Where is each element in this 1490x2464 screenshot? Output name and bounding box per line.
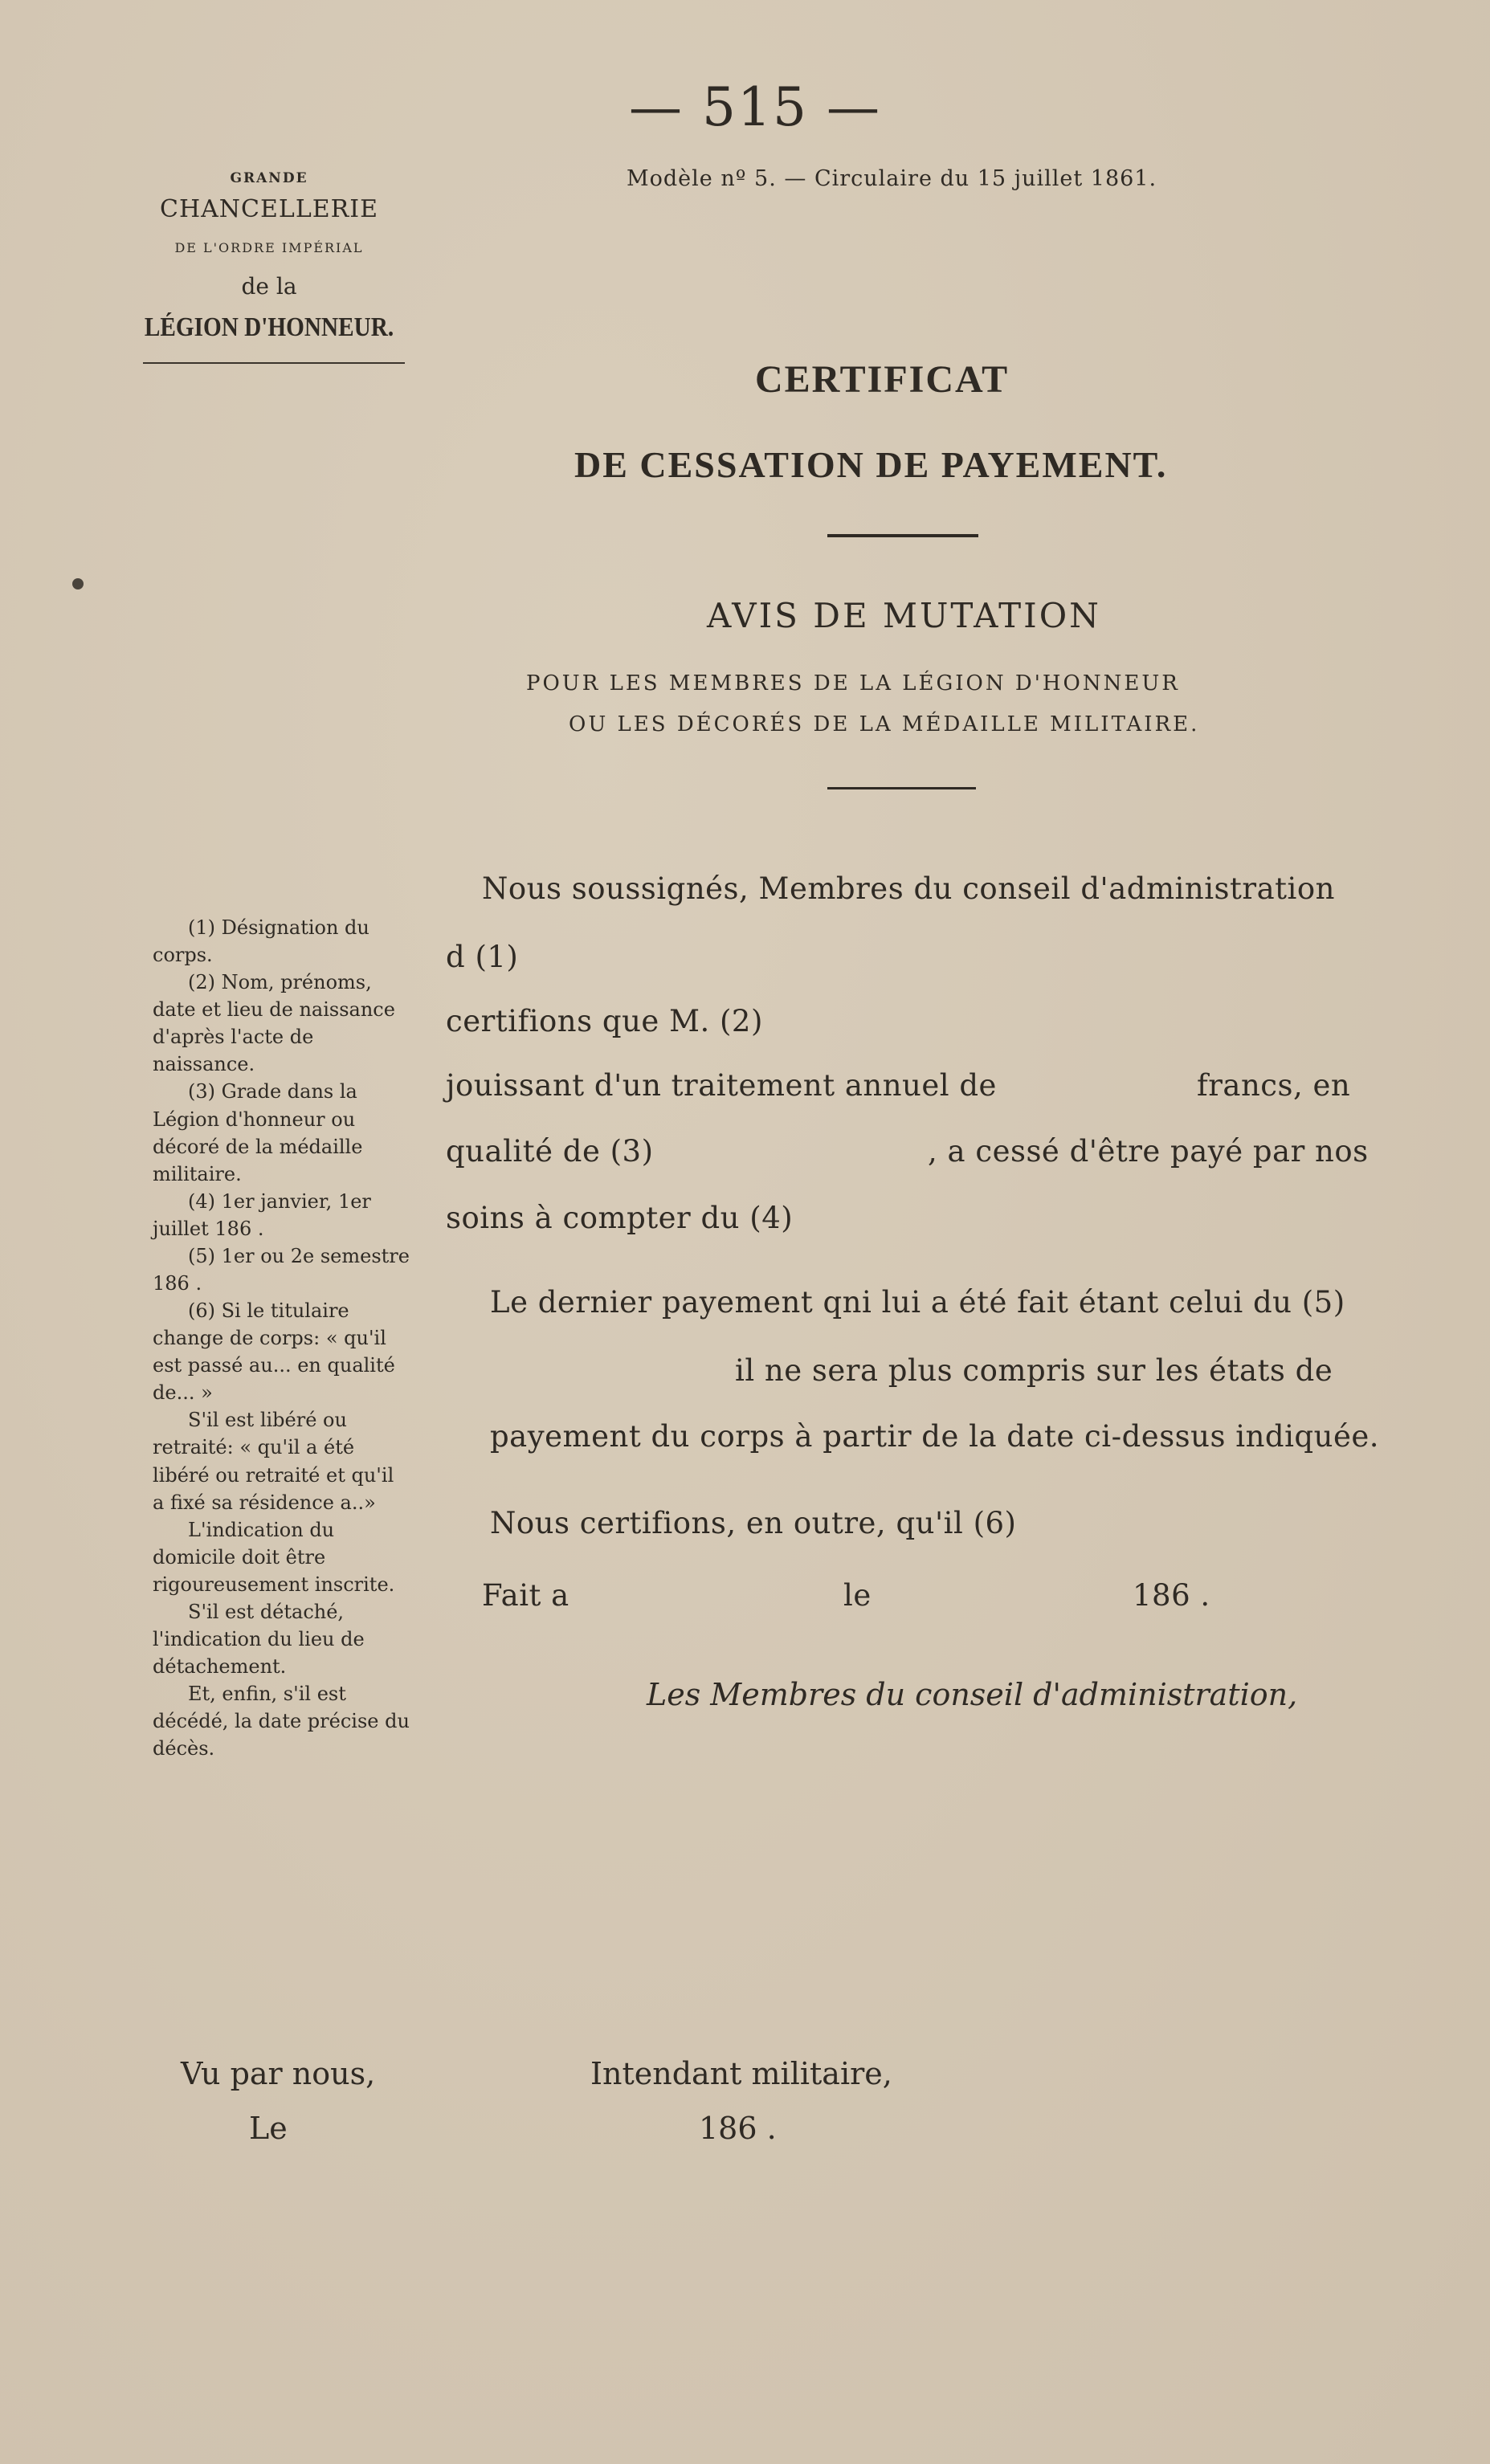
page-number: — 515 — <box>629 76 881 138</box>
issuer-divider <box>143 362 405 364</box>
note-6d: S'il est détaché, l'indication du lieu de détachement. <box>153 1600 365 1679</box>
issuer-line-1: GRANDE <box>230 170 308 186</box>
note-6c: L'indication du domicile doit être rigoureusement inscrite. <box>153 1518 395 1596</box>
vu-par-nous: Vu par nous, <box>181 2056 376 2091</box>
note-1: (1) Désignation du corps. <box>153 916 369 967</box>
title-line-1: CERTIFICAT <box>755 358 1010 401</box>
note-2: (2) Nom, prénoms, date et lieu de naissance d'après l'acte de naissance. <box>153 971 395 1076</box>
note-4: (4) 1er janvier, 1er juillet 186 . <box>153 1189 371 1240</box>
model-line: Modèle nº 5. — Circulaire du 15 juillet 1861. <box>627 166 1157 191</box>
body-line-3: certifions que M. (2) <box>446 1004 763 1038</box>
members-signature: Les Membres du conseil d'administration, <box>647 1677 1298 1712</box>
note-3: (3) Grade dans la Légion d'honneur ou décoré de la médaille militaire. <box>153 1080 363 1185</box>
body-line-8: il ne sera plus compris sur les états de <box>735 1353 1333 1388</box>
fait-le: le <box>843 1578 872 1613</box>
title-divider <box>827 534 978 537</box>
subtitle-main: AVIS DE MUTATION <box>707 596 1101 635</box>
note-6e: Et, enfin, s'il est décédé, la date précise du décès. <box>153 1683 410 1760</box>
issuer-line-2: CHANCELLERIE <box>160 195 378 223</box>
body-line-5a: qualité de (3) <box>446 1134 654 1169</box>
body-line-1: Nous soussignés, Membres du conseil d'administration <box>482 871 1335 906</box>
ink-spot <box>72 578 84 589</box>
fait-a: Fait a <box>482 1578 569 1613</box>
fait-year: 186 . <box>1133 1578 1210 1613</box>
note-6a: (6) Si le titulaire change de corps: « qu'il est passé au... en qualité de... » <box>153 1299 395 1405</box>
footer-le: Le <box>249 2111 288 2146</box>
body-line-7: Le dernier payement qni lui a été fait étant celui du (5) <box>490 1285 1345 1320</box>
body-line-4b: francs, en <box>1197 1068 1351 1103</box>
body-line-2: d (1) <box>446 940 519 974</box>
body-line-10: Nous certifions, en outre, qu'il (6) <box>490 1506 1017 1540</box>
subtitle-line-1: POUR LES MEMBRES DE LA LÉGION D'HONNEUR <box>526 671 1180 696</box>
issuer-line-3: DE L'ORDRE IMPÉRIAL <box>174 240 364 255</box>
body-line-5b: , a cessé d'être payé par nos <box>928 1134 1369 1169</box>
subtitle-line-2: OU LES DÉCORÉS DE LA MÉDAILLE MILITAIRE. <box>569 712 1200 736</box>
issuer-line-4: de la <box>241 273 297 300</box>
margin-notes <box>153 914 410 1762</box>
body-line-6: soins à compter du (4) <box>446 1201 794 1235</box>
body-line-9: payement du corps à partir de la date ci-dessus indiquée. <box>490 1419 1379 1454</box>
subtitle-divider <box>827 787 976 789</box>
footer-year: 186 . <box>699 2111 777 2146</box>
note-6b: S'il est libéré ou retraité: « qu'il a été libéré ou retraité et qu'il a fixé sa résidence a..» <box>153 1409 394 1514</box>
title-line-2: DE CESSATION DE PAYEMENT. <box>574 444 1168 485</box>
note-5: (5) 1er ou 2e semestre 186 . <box>153 1244 410 1295</box>
body-line-4a: jouissant d'un traitement annuel de <box>446 1068 997 1103</box>
intendant-militaire: Intendant militaire, <box>590 2056 892 2091</box>
issuer-line-5: LÉGION D'HONNEUR. <box>144 312 394 342</box>
